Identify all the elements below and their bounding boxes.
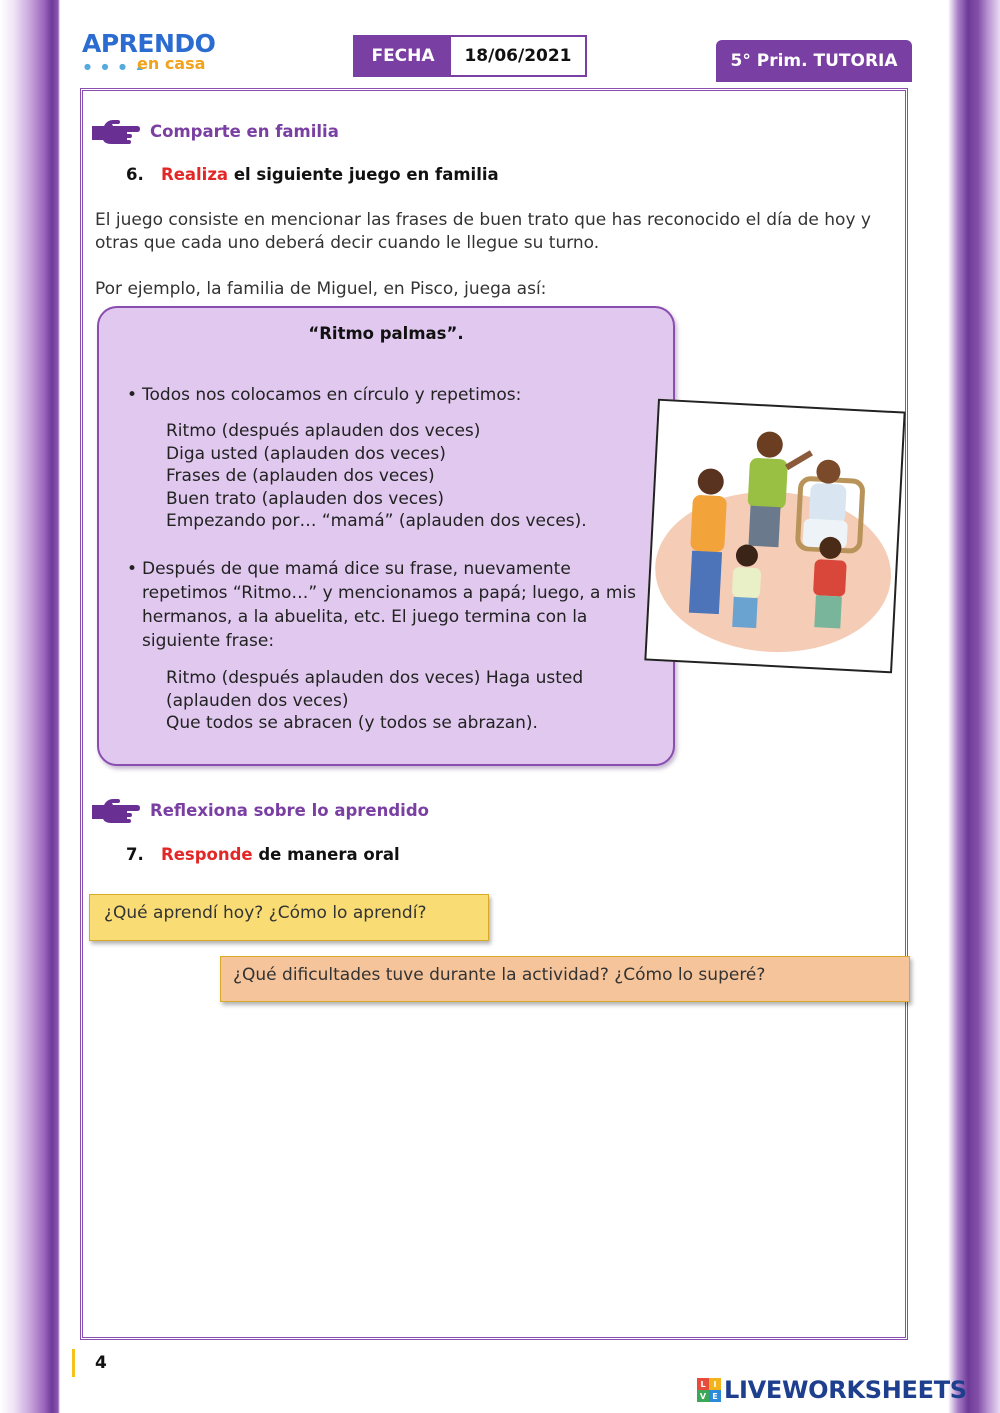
date-box <box>353 35 587 77</box>
chant-lines-2 <box>166 667 583 735</box>
section-header-share <box>92 118 339 144</box>
activity-7: 7. Responde de manera oral <box>126 845 400 864</box>
bullet-item: • Todos nos colocamos en círculo y repetimos: <box>127 385 522 405</box>
liveworksheets-logo-icon: L I V E <box>697 1378 721 1402</box>
question-note-2: ¿Qué dificultades tuve durante la actividad? ¿Cómo lo superé? <box>220 956 910 1002</box>
pointing-hand-icon <box>92 118 140 144</box>
family-circle-image <box>646 401 903 671</box>
family-game-illustration <box>644 399 905 674</box>
chant-line: Ritmo (después aplauden dos veces) <box>166 421 481 441</box>
chant-line: (aplauden dos veces) <box>166 690 349 711</box>
bullet-dot-icon: • <box>127 559 138 579</box>
chant-line: Que todos se abracen (y todos se abrazan). <box>166 713 538 733</box>
chant-line: Empezando por… “mamá” (aplauden dos veces). <box>166 511 587 531</box>
right-decorative-border <box>948 0 1000 1413</box>
chant-line: Ritmo (después aplauden dos veces) Haga usted <box>166 668 584 688</box>
question-note-1: ¿Qué aprendí hoy? ¿Cómo lo aprendí? <box>89 894 489 941</box>
game-instructions-box <box>97 306 675 766</box>
aprendo-en-casa-logo: APRENDO ● ● ● ▲ en casa <box>82 29 216 73</box>
section-title: Reflexiona sobre lo aprendido <box>150 800 429 820</box>
section-title: Comparte en familia <box>150 121 339 141</box>
date-label: FECHA <box>355 37 451 75</box>
page-number: 4 <box>72 1349 107 1377</box>
section-header-reflect <box>92 797 429 823</box>
bullet-item: • Después de que mamá dice su frase, nuevamente repetimos “Ritmo…” y mencionamos a papá; luego, a mis hermanos, a la abuelita, etc. El juego termina con la siguiente frase: <box>127 559 637 651</box>
left-decorative-border <box>0 0 60 1413</box>
chant-lines-1 <box>166 420 587 533</box>
pointing-hand-icon <box>92 797 140 823</box>
grade-tab: 5° Prim. TUTORIA <box>716 40 912 82</box>
date-value: 18/06/2021 <box>451 37 585 75</box>
chant-line: Diga usted (aplauden dos veces) <box>166 443 446 464</box>
logo-dots: ● ● ● ▲ <box>84 62 147 71</box>
chant-line: Frases de (aplauden dos veces) <box>166 466 435 486</box>
chant-line: Buen trato (aplauden dos veces) <box>166 488 445 509</box>
activity-6: 6. Realiza el siguiente juego en familia <box>126 165 499 184</box>
game-description: El juego consiste en mencionar las frases de buen trato que has reconocido el día de hoy y otras que cada uno deberá decir cuando le llegue su turno. <box>95 210 871 253</box>
game-title: “Ritmo palmas”. <box>308 324 464 343</box>
bullet-dot-icon: • <box>127 385 138 405</box>
example-intro: Por ejemplo, la familia de Miguel, en Pisco, juega así: <box>95 279 547 299</box>
liveworksheets-watermark: L I V E LIVEWORKSHEETS <box>697 1376 967 1404</box>
